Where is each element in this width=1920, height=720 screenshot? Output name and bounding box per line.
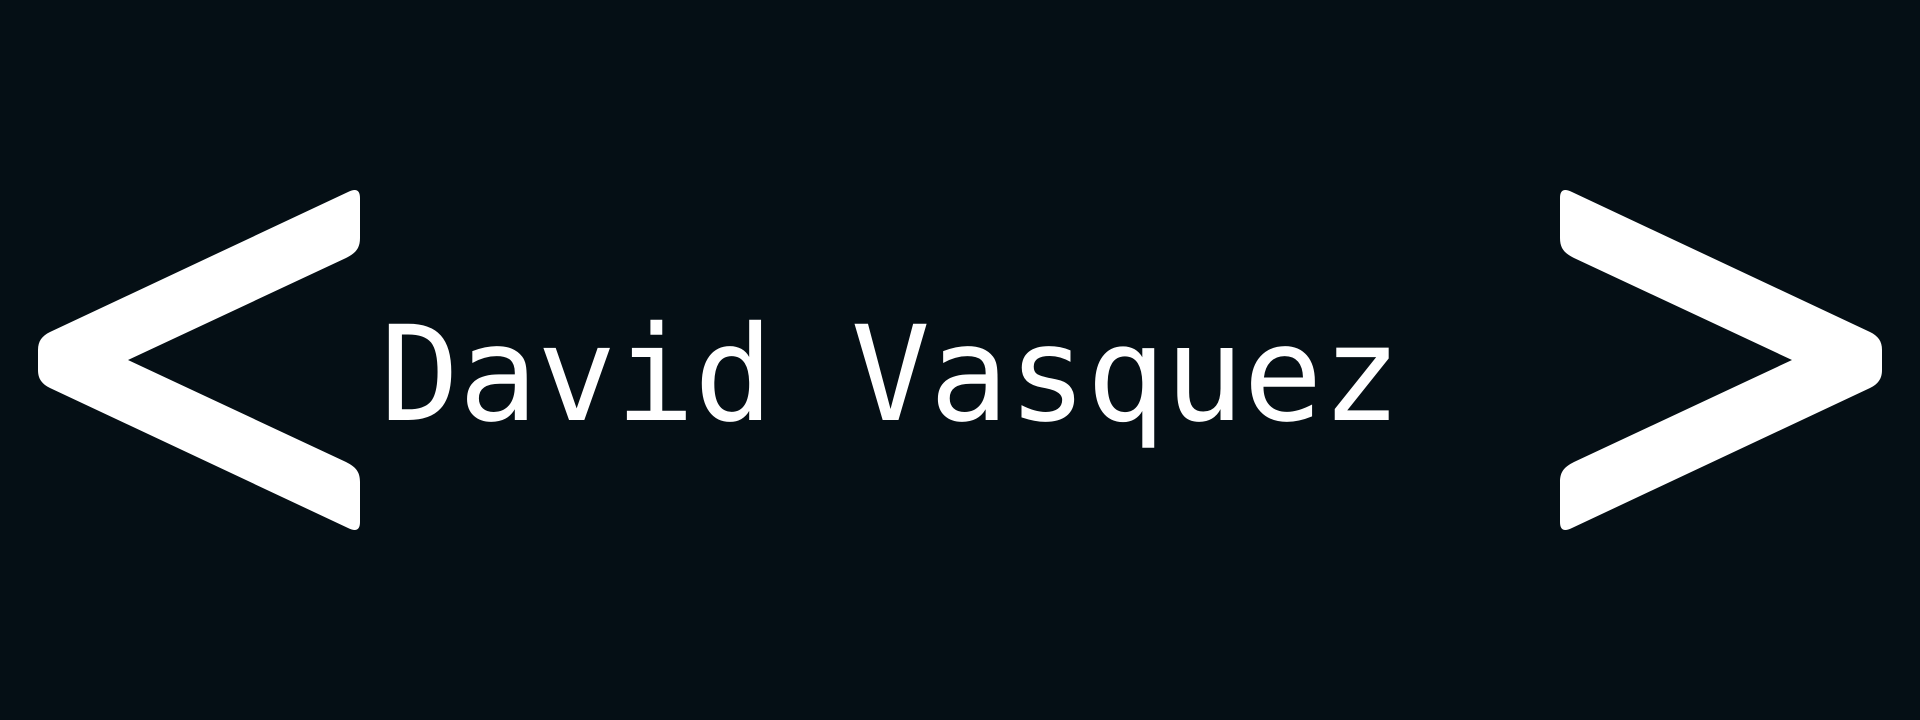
less-than-icon (38, 190, 368, 530)
display-name: David Vasquez (380, 298, 1401, 452)
greater-than-icon (1552, 190, 1882, 530)
